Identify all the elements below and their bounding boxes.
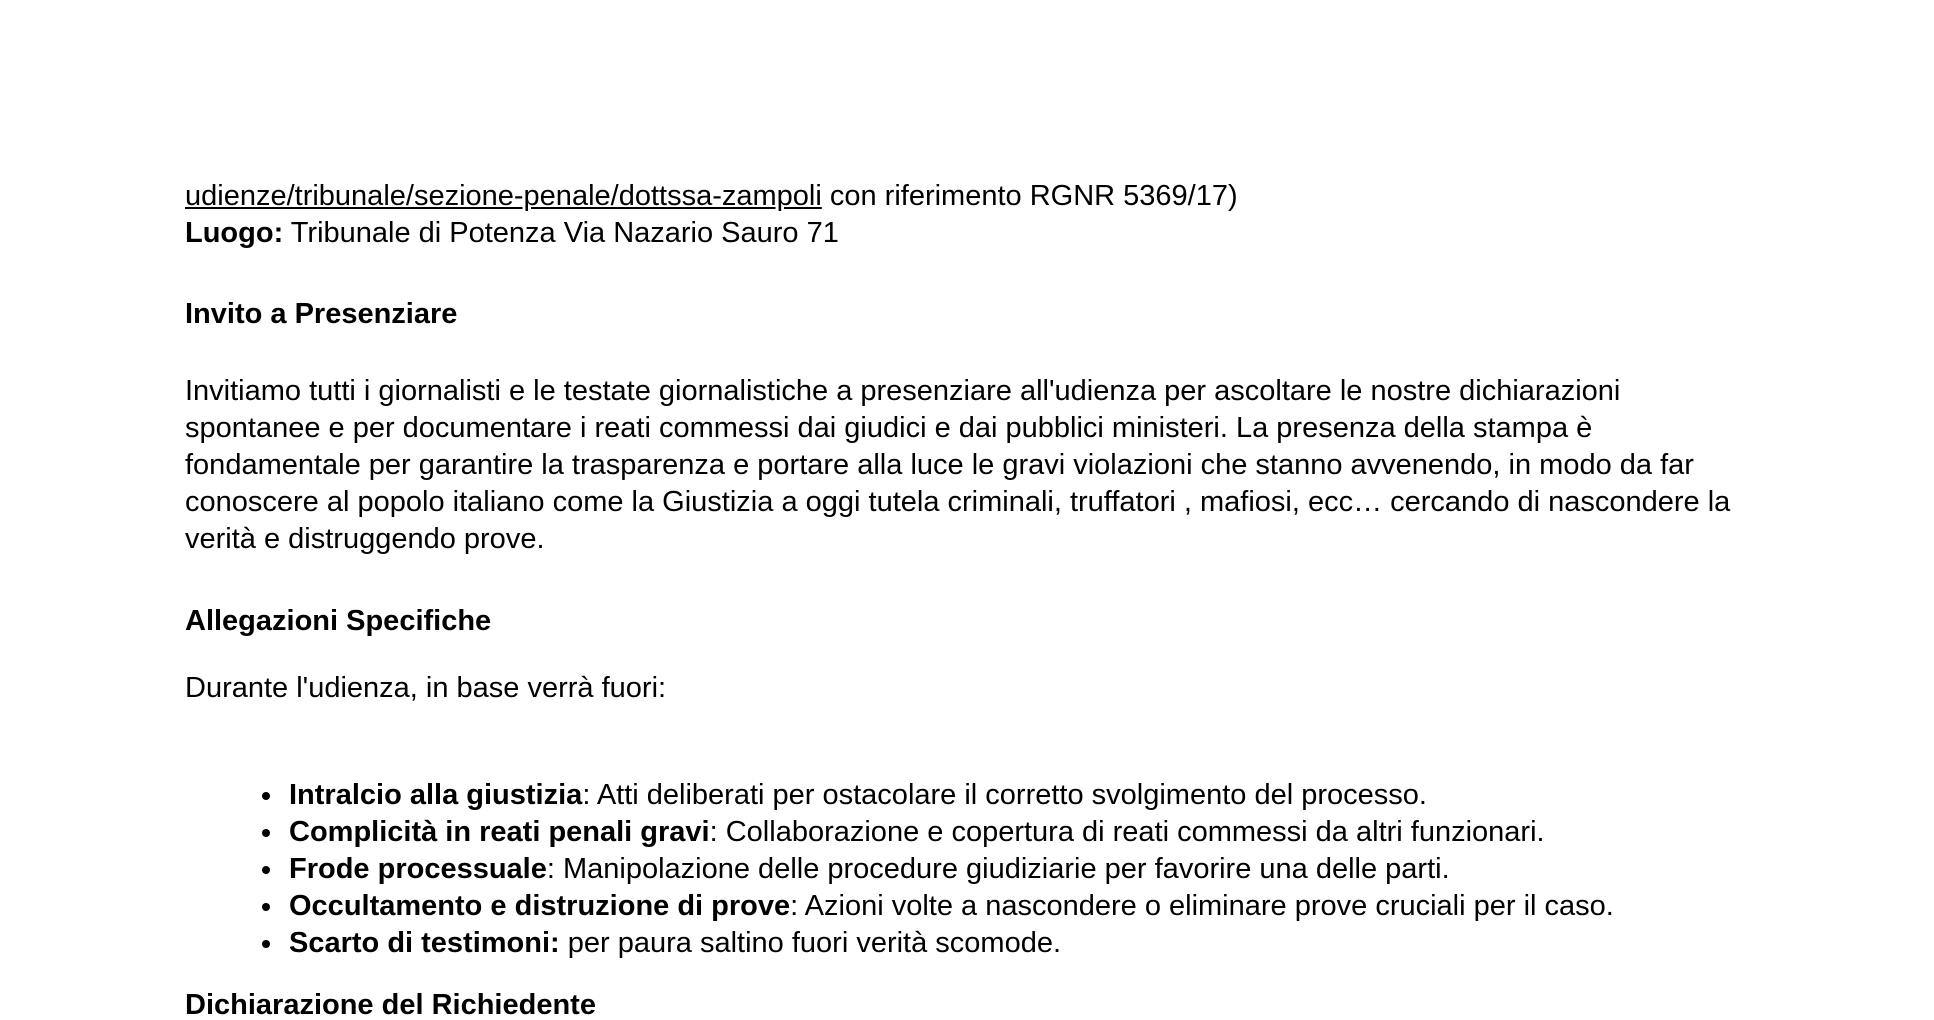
bullet-term: Occultamento e distruzione di prove (289, 890, 791, 922)
bullet-term: Scarto di testimoni: (289, 927, 560, 959)
list-item (285, 777, 1934, 814)
reference-line (185, 178, 1934, 215)
allegazioni-intro: Durante l'udienza, in base verrà fuori: (185, 672, 667, 704)
link-udienze-tribunale[interactable]: udienze/tribunale/sezione-penale/dottssa-zampoli (185, 180, 822, 212)
heading-allegazioni-specifiche: Allegazioni Specifiche (185, 605, 492, 637)
list-item (285, 925, 1934, 962)
reference-line-rest: con riferimento RGNR 5369/17) (821, 180, 1238, 212)
list-item (285, 888, 1934, 925)
heading-dichiarazione-del-richiedente: Dichiarazione del Richiedente (185, 989, 596, 1020)
list-item (285, 814, 1934, 851)
bullet-desc: : Collaborazione e copertura di reati commessi da altri funzionari. (709, 816, 1545, 848)
bullet-desc: : Atti deliberati per ostacolare il corretto svolgimento del processo. (582, 779, 1427, 811)
bullet-term: Complicità in reati penali gravi (289, 816, 710, 848)
allegazioni-bullet-list (185, 777, 1934, 962)
list-item (285, 851, 1934, 888)
bullet-desc: : Azioni volte a nascondere o eliminare prove cruciali per il caso. (790, 890, 1614, 922)
bullet-term: Intralcio alla giustizia (289, 779, 583, 811)
bullet-desc: per paura saltino fuori verità scomode. (559, 927, 1062, 959)
heading-invito-a-presenziare: Invito a Presenziare (185, 298, 458, 330)
luogo-line (185, 215, 1934, 252)
paragraph-invito: Invitiamo tutti i giornalisti e le testate giornalistiche a presenziare all'udienza per ascoltare le nostre dichiarazioni spontanee e per documentare i reati commessi dai giudici e dai pubblici ministeri. La presenza della stampa è fondamentale per garantire la trasparenza e portare alla luce le gravi violazioni che stanno avvenendo, in modo da far conoscere al popolo italiano come la Giustizia a oggi tutela criminali, truffatori , mafiosi, ecc… cercando di nascondere la verità e distruggendo prove. (185, 375, 1731, 555)
bullet-term: Frode processuale (289, 853, 547, 885)
luogo-value: Tribunale di Potenza Via Nazario Sauro 71 (283, 217, 839, 249)
bullet-desc: : Manipolazione delle procedure giudiziarie per favorire una delle parti. (546, 853, 1450, 885)
luogo-label: Luogo: (185, 217, 284, 249)
